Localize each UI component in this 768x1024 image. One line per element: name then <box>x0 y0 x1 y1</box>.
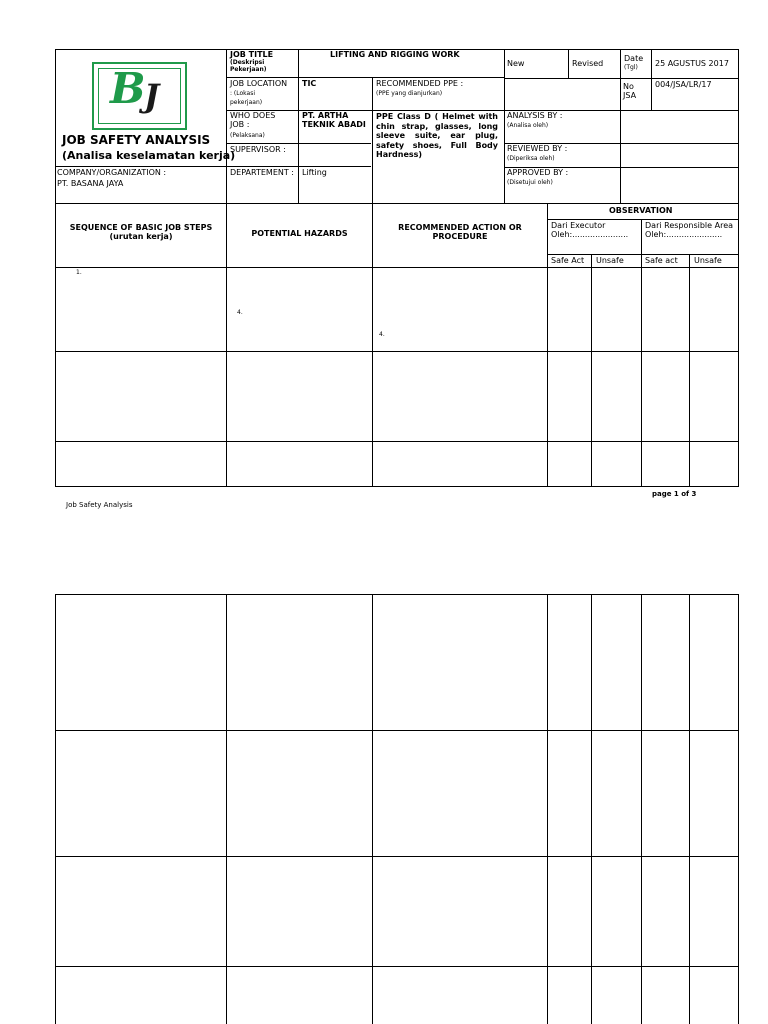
rule <box>620 49 621 203</box>
recommended-ppe-sub: (PPE yang dianjurkan) <box>376 90 443 97</box>
footer-page: page 1 of 3 <box>652 490 697 498</box>
rule <box>298 49 299 203</box>
form-subtitle: (Analisa keselamatan kerja) <box>62 149 236 162</box>
rule <box>547 254 739 255</box>
new-label: New <box>507 59 525 68</box>
observation-responsible: Dari Responsible Area Oleh:...................... <box>645 221 734 239</box>
ppe-value: PPE Class D ( Helmet with chin strap, glasses, long sleeve suite, ear plug, safety shoes, Full Body Hardness) <box>376 112 498 160</box>
department-value: Lifting <box>302 168 327 177</box>
col-safe-act-2: Safe act <box>645 256 678 265</box>
rule <box>641 594 642 1024</box>
rule <box>55 203 739 204</box>
col-header-hazards: POTENTIAL HAZARDS <box>251 229 348 238</box>
rule <box>55 594 56 1024</box>
job-location-label: JOB LOCATION <box>230 79 288 88</box>
col-safe-act: Safe Act <box>551 256 585 265</box>
rule <box>55 856 739 857</box>
who-does-value: PT. ARTHA TEKNIK ABADI <box>302 111 366 129</box>
approved-by-label: APPROVED BY : <box>507 168 569 177</box>
date-sub: (Tgl) <box>624 64 638 71</box>
row1-step: 1. <box>76 269 82 276</box>
rule <box>55 730 739 731</box>
rule <box>651 49 652 110</box>
date-label: Date <box>624 54 644 63</box>
department-label: DEPARTEMENT : <box>230 168 294 177</box>
job-title-value: LIFTING AND RIGGING WORK <box>330 50 460 59</box>
rule <box>547 219 739 220</box>
revised-label: Revised <box>572 59 604 68</box>
rule <box>504 78 739 79</box>
col-header-steps-sub: (urutan kerja) <box>109 231 173 241</box>
reviewed-by-sub: (Diperiksa oleh) <box>507 155 555 162</box>
rule <box>226 49 227 487</box>
company-logo <box>92 62 187 130</box>
rule <box>568 49 569 78</box>
footer-left: Job Safety Analysis <box>66 501 133 509</box>
row1-hazard: 4. <box>237 309 243 316</box>
rule <box>504 49 505 203</box>
col-header-steps <box>56 224 226 242</box>
col-unsafe-2: Unsafe <box>694 256 722 265</box>
job-location-value: TIC <box>302 79 317 88</box>
rule <box>55 49 56 487</box>
row1-action: 4. <box>379 331 385 338</box>
rule <box>55 441 739 442</box>
analysis-by-sub: (Analisa oleh) <box>507 122 549 129</box>
analysis-by-label: ANALYSIS BY : <box>507 111 563 120</box>
job-location-sub: pekerjaan) <box>230 99 263 106</box>
logo-letter-j: J <box>144 77 160 115</box>
rule <box>547 203 548 487</box>
rule <box>689 254 690 487</box>
rule <box>738 594 739 1024</box>
rule <box>55 267 739 268</box>
who-does-label: WHO DOES JOB : <box>230 111 276 129</box>
job-title-label: JOB TITLE <box>230 50 274 59</box>
job-title-sub: (Deskripsi Pekerjaan) <box>230 59 267 73</box>
rule <box>372 77 373 487</box>
no-jsa-value: 004/JSA/LR/17 <box>655 80 712 89</box>
rule <box>226 594 227 1024</box>
rule <box>226 77 504 78</box>
rule <box>55 486 739 487</box>
col-unsafe: Unsafe <box>596 256 624 265</box>
company-label: COMPANY/ORGANIZATION : <box>57 168 167 177</box>
observation-executor: Dari Executor Oleh:...................... <box>551 221 629 239</box>
reviewed-by-label: REVIEWED BY : <box>507 144 568 153</box>
rule <box>591 254 592 487</box>
form-title: JOB SAFETY ANALYSIS <box>62 133 211 147</box>
col-header-action: RECOMMENDED ACTION OR PROCEDURE <box>398 223 522 241</box>
no-jsa-label: No JSA <box>623 82 637 100</box>
rule <box>55 351 739 352</box>
rule <box>372 594 373 1024</box>
date-value: 25 AGUSTUS 2017 <box>655 59 729 68</box>
logo-letter-b: B <box>110 64 146 113</box>
job-location-sub: : (Lokasi <box>230 90 256 97</box>
rule <box>55 166 371 167</box>
who-does-sub: (Pelaksana) <box>230 132 265 139</box>
rule <box>55 594 739 595</box>
company-value: PT. BASANA JAYA <box>57 179 124 188</box>
rule <box>641 219 642 487</box>
supervisor-label: SUPERVISOR : <box>230 145 286 154</box>
rule <box>547 594 548 1024</box>
rule <box>55 966 739 967</box>
rule <box>591 594 592 1024</box>
rule <box>738 49 739 487</box>
col-header-steps-text: SEQUENCE OF BASIC JOB STEPS <box>69 223 213 232</box>
rule <box>689 594 690 1024</box>
approved-by-sub: (Disetujui oleh) <box>507 179 553 186</box>
col-header-observation: OBSERVATION <box>609 206 673 215</box>
recommended-ppe-label: RECOMMENDED PPE : <box>376 79 464 88</box>
